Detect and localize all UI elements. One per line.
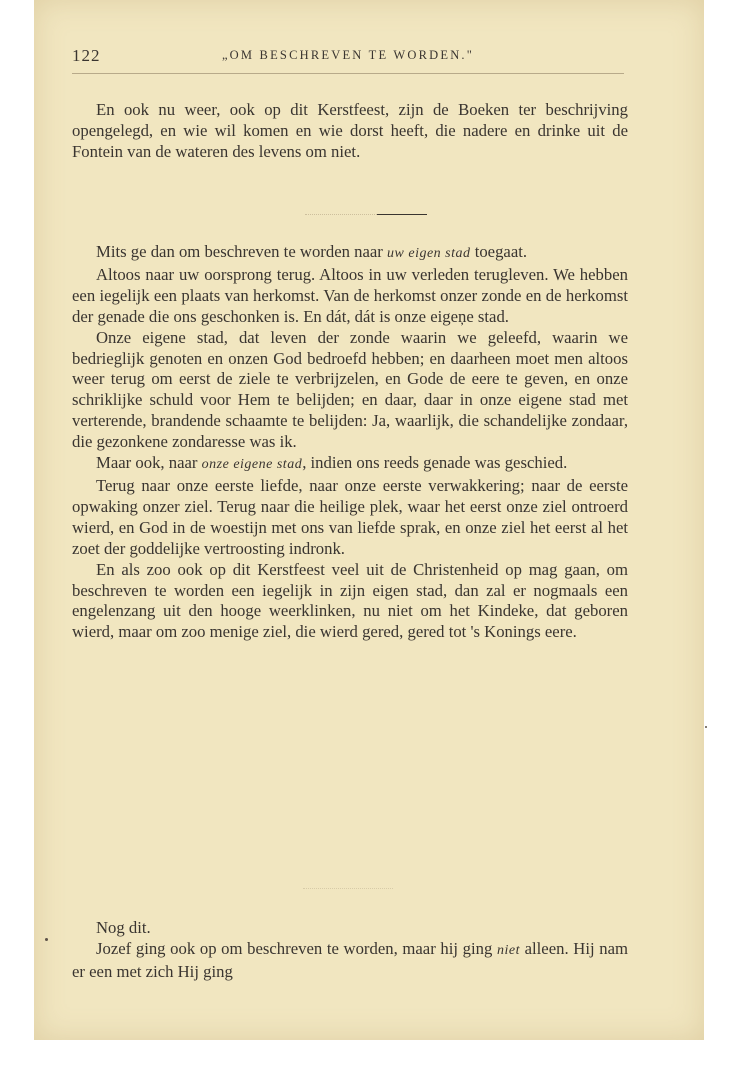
paragraph [72, 242, 628, 265]
main-text-block [72, 242, 628, 643]
paragraph-text: alleen. Hij nam er een met zich Hij ging [72, 938, 628, 981]
divider-solid-part [377, 214, 427, 215]
paragraph-text: Jozef ging ook op om beschreven te worden, maar hij ging [96, 938, 497, 958]
paragraph: En ook nu weer, ook op dit Kerstfeest, zijn de Boeken ter beschrijving opengelegd, en wie wil komen en wie dorst heeft, die nadere en drinke uit de Fontein van de wateren des levens om niet. [72, 100, 628, 161]
paragraph-text: Terug naar onze eerste liefde, naar onze eerste verwakkering; naar de eerste opwaking onzer ziel. Terug naar die heilige plek, waar het eerst onze ziel ontroerd wierd, en God in de woestijn met ons van liefde sprak, en onze ziel het eerst al het zoet der goddelijke vertroosting indronk. [72, 475, 628, 558]
emphasis-text: onze eigene stad [201, 457, 303, 473]
emphasis-text: uw eigen stad [387, 246, 471, 261]
paragraph [72, 918, 628, 939]
divider-dotted-part [305, 214, 377, 215]
emphasis-text: niet [496, 942, 520, 958]
paragraph-text: En als zoo ook op dit Kerstfeest veel uit de Christenheid op mag gaan, om beschreven te worden een iegelijk in zijn eigen stad, dan zal er nogmaals een engelenzang uit den hooge weerklinken, nu niet om het Kindeke, dat geboren wierd, maar om zoo menige ziel, die wierd gered, gered tot 's Konings eere. [72, 559, 628, 642]
paragraph-text: toegaat. [470, 242, 528, 261]
running-title: „OM BESCHREVEN TE WORDEN." [221, 48, 475, 62]
paragraph-text: Mits ge dan om beschreven te worden naar [96, 242, 388, 261]
paragraph-text: , indien ons reeds genade was geschied. [302, 453, 568, 473]
paragraph [72, 328, 628, 453]
paragraph [72, 453, 628, 476]
section-divider [303, 888, 393, 889]
paragraph [72, 476, 628, 560]
paragraph [72, 939, 628, 983]
opening-paragraph-block [72, 100, 628, 163]
paragraph-text: Maar ook, naar [96, 453, 202, 473]
paragraph-text: Onze eigene stad, dat leven der zonde waarin we geleefd, waarin we bedrieglijk genoten en onzen God bedroefd hebben; en daarheen moet men altoos weer terug om eerst de ziele te verbrijzelen, en Gode de eere te geven, en onze schriklijke schuld voor Hem te belijden; en daar, daar in onze eigene stad met verterende, brandende schaamte te belijden: Ja, waarlijk, die schandelijke zondaar, die gezonkene zondaresse was ik. [72, 327, 628, 452]
paper-speck [45, 938, 48, 941]
header-rule [72, 73, 624, 74]
paragraph-text: Nog dit. [96, 918, 151, 937]
closing-text-block [72, 918, 628, 983]
page-number: 122 [72, 46, 101, 65]
paragraph [72, 265, 628, 328]
page-header [72, 46, 624, 68]
paragraph [72, 560, 628, 644]
paragraph-text: Altoos naar uw oorsprong terug. Altoos in uw verleden terugleven. We hebben een iegelijk een plaats van herkomst. Van de herkomst onzer zonde en de herkomst der genade die ons geschonken is. En dát, dát is onze eigeņe stad. [72, 264, 628, 326]
paper-speck [705, 726, 707, 728]
